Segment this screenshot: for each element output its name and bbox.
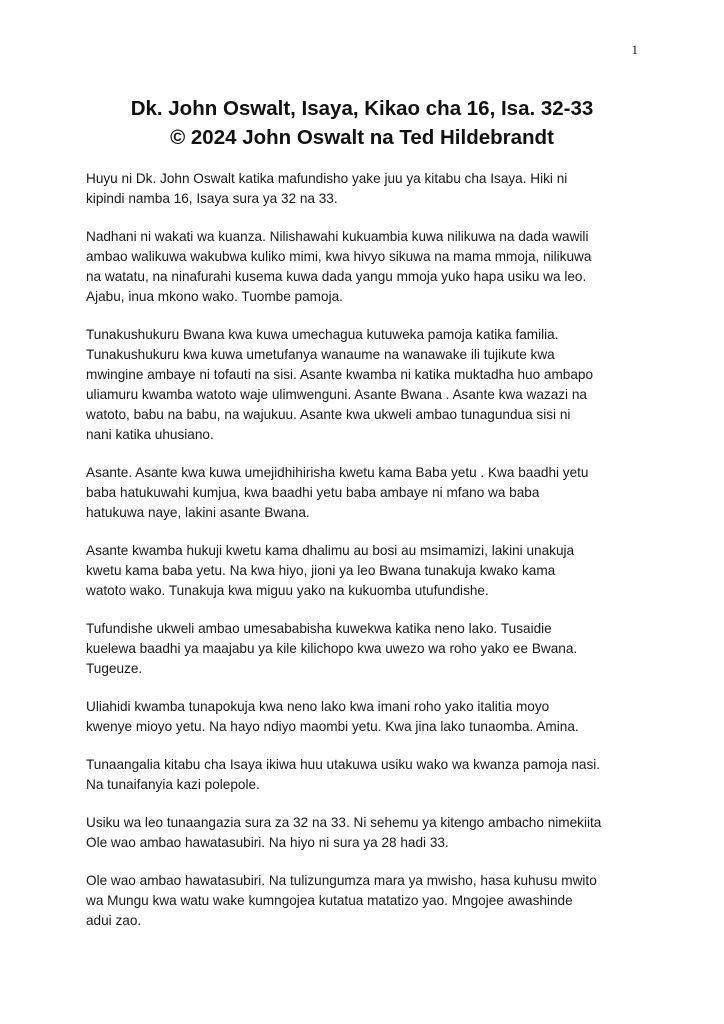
paragraph-line: kwenye mioyo yetu. Na hayo ndiyo maombi yetu. Kwa jina lako tunaomba. Amina. [86, 719, 579, 734]
paragraph [86, 871, 646, 931]
paragraph-line: Ole wao ambao hawatasubiri. Na hiyo ni sura ya 28 hadi 33. [86, 835, 449, 850]
paragraph-line: mwingine ambaye ni tofauti na sisi. Asante kwamba ni katika muktadha huo ambapo [86, 367, 594, 382]
paragraph-line: Tufundishe ukweli ambao umesababisha kuwekwa katika neno lako. Tusaidie [86, 621, 552, 636]
paragraph-line: baba hatukuwahi kumjua, kwa baadhi yetu baba ambaye ni mfano wa baba [86, 485, 540, 500]
paragraph [86, 169, 646, 209]
paragraph [86, 755, 646, 795]
paragraph [86, 541, 646, 601]
paragraph-line: Na tunaifanyia kazi polepole. [86, 777, 260, 792]
paragraph-line: Usiku wa leo tunaangazia sura za 32 na 33. Ni sehemu ya kitengo ambacho nimekiita [86, 815, 602, 830]
paragraph-line: Tunakushukuru kwa kuwa umetufanya wanaume na wanawake ili tujikute kwa [86, 347, 555, 362]
paragraph [86, 325, 646, 445]
paragraph-line: watoto wako. Tunakuja kwa miguu yako na kukuomba utufundishe. [86, 583, 489, 598]
page-number: 1 [631, 42, 638, 57]
paragraph-line: na watatu, na ninafurahi kusema kuwa dada yangu mmoja yuko hapa usiku wa leo. [86, 269, 587, 284]
paragraph-line: Tunaangalia kitabu cha Isaya ikiwa huu utakuwa usiku wako wa kwanza pamoja nasi. [86, 757, 601, 772]
document-body [86, 169, 646, 949]
paragraph-line: Asante kwamba hukuji kwetu kama dhalimu au bosi au msimamizi, lakini unakuja [86, 543, 575, 558]
paragraph-line: kwetu kama baba yetu. Na kwa hiyo, jioni ya leo Bwana tunakuja kwako kama [86, 563, 556, 578]
paragraph [86, 697, 646, 737]
paragraph-line: nani katika uhusiano. [86, 427, 214, 442]
paragraph-line: uliamuru kwamba watoto waje ulimwenguni. Asante Bwana . Asante kwa wazazi na [86, 387, 587, 402]
paragraph-line: ambao walikuwa wakubwa kuliko mimi, kwa hivyo sikuwa na mama mmoja, nilikuwa [86, 249, 592, 264]
paragraph-line: Tunakushukuru Bwana kwa kuwa umechagua kutuweka pamoja katika familia. [86, 327, 559, 342]
paragraph-line: Ole wao ambao hawatasubiri. Na tulizungumza mara ya mwisho, hasa kuhusu mwito [86, 873, 597, 888]
paragraph-line: adui zao. [86, 913, 142, 928]
paragraph [86, 619, 646, 679]
paragraph-line: Asante. Asante kwa kuwa umejidhihirisha kwetu kama Baba yetu . Kwa baadhi yetu [86, 465, 589, 480]
paragraph [86, 463, 646, 523]
paragraph-line: Uliahidi kwamba tunapokuja kwa neno lako kwa imani roho yako italitia moyo [86, 699, 550, 714]
paragraph-line: Huyu ni Dk. John Oswalt katika mafundisho yake juu ya kitabu cha Isaya. Hiki ni [86, 171, 568, 186]
document-title [86, 94, 638, 152]
paragraph-line: kuelewa baadhi ya maajabu ya kile kilichopo kwa uwezo wa roho yako ee Bwana. [86, 641, 578, 656]
paragraph [86, 227, 646, 307]
paragraph-line: kipindi namba 16, Isaya sura ya 32 na 33. [86, 191, 338, 206]
paragraph-line: wa Mungu kwa watu wake kumngojea kutatua matatizo yao. Mngojee awashinde [86, 893, 573, 908]
paragraph [86, 813, 646, 853]
paragraph-line: Tugeuze. [86, 661, 143, 676]
paragraph-line: Nadhani ni wakati wa kuanza. Nilishawahi kukuambia kuwa nilikuwa na dada wawili [86, 229, 589, 244]
paragraph-line: Ajabu, inua mkono wako. Tuombe pamoja. [86, 289, 343, 304]
paragraph-line: hatukuwa naye, lakini asante Bwana. [86, 505, 310, 520]
title-line-1: Dk. John Oswalt, Isaya, Kikao cha 16, Isa. 32-33 [130, 97, 594, 120]
paragraph-line: watoto, babu na babu, na wajukuu. Asante kwa ukweli ambao tunagundua sisi ni [86, 407, 571, 422]
title-line-2: © 2024 John Oswalt na Ted Hildebrandt [170, 126, 554, 149]
